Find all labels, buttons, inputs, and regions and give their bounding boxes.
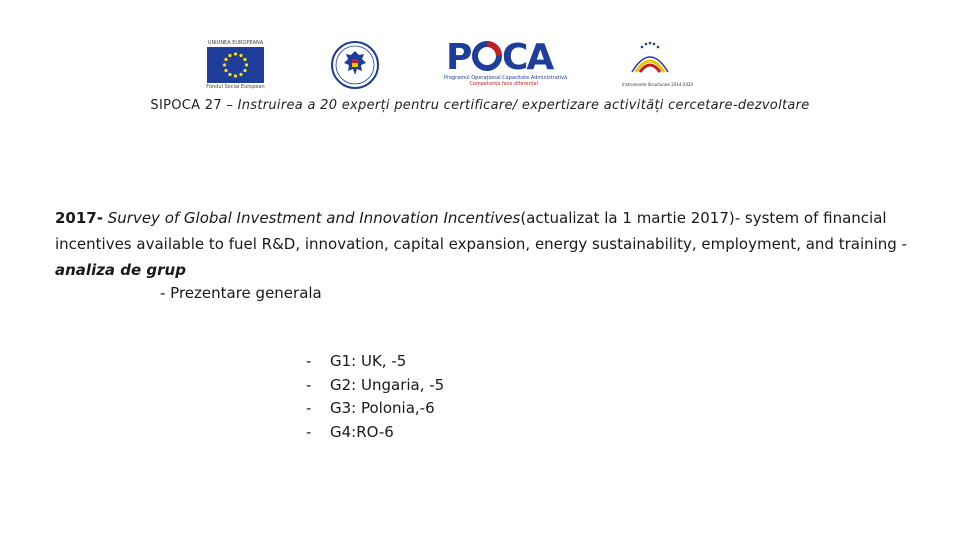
group-label: G4:RO-6 bbox=[330, 422, 394, 441]
list-dash: - bbox=[306, 375, 312, 394]
poca-wordmark-text: P bbox=[446, 38, 471, 74]
main-paragraph bbox=[55, 205, 915, 283]
svg-text:CA: CA bbox=[502, 38, 553, 74]
header-title: Instruirea a 20 experți pentru certificare/ expertizare activități cercetare-dezvoltare bbox=[237, 98, 810, 113]
poca-wordmark bbox=[444, 38, 564, 74]
poca-logo bbox=[444, 38, 568, 92]
eu-bottom-caption: Fondul Social European bbox=[206, 84, 265, 90]
list-item bbox=[306, 421, 444, 445]
eu-flag-icon bbox=[207, 47, 264, 83]
group-label: G3: Polonia,-6 bbox=[330, 399, 435, 417]
survey-description: (actualizat la 1 martie 2017)- system of financial incentives available to fuel R&D, innovation, capital expansion, energy sustainability, employment, and training - bbox=[55, 209, 908, 253]
institution-star-arc-icon bbox=[622, 38, 678, 78]
institution-caption: Instrumente Structurale 2014-2020 bbox=[622, 82, 694, 87]
list-dash: - bbox=[306, 422, 312, 441]
year-label: 2017- bbox=[55, 209, 103, 227]
list-item bbox=[306, 397, 444, 421]
eu-logo bbox=[206, 40, 265, 90]
survey-title: Survey of Global Investment and Innovation Incentives bbox=[102, 209, 521, 227]
eu-top-caption: UNIUNEA EUROPEANĂ bbox=[207, 40, 264, 46]
group-label: G2: Ungaria, -5 bbox=[330, 375, 445, 394]
list-item bbox=[306, 374, 444, 398]
eu-stars bbox=[223, 52, 248, 77]
group-list bbox=[306, 350, 444, 444]
list-dash: - bbox=[306, 399, 312, 417]
logo-bar bbox=[0, 38, 960, 93]
list-item bbox=[306, 350, 444, 374]
poca-slogan: Competența face diferența! bbox=[469, 81, 539, 87]
institution-logo bbox=[622, 38, 694, 92]
poca-tagline: Programul Operațional Capacitate Administrativă bbox=[444, 75, 568, 81]
romanian-government-seal-icon bbox=[331, 41, 379, 89]
group-label: G1: UK, -5 bbox=[330, 352, 407, 370]
overview-item: - Prezentare generala bbox=[160, 284, 322, 302]
header-prefix: SIPOCA 27 – bbox=[150, 98, 238, 113]
analysis-label: analiza de grup bbox=[55, 261, 186, 279]
project-header bbox=[0, 98, 960, 113]
list-dash: - bbox=[306, 352, 312, 370]
